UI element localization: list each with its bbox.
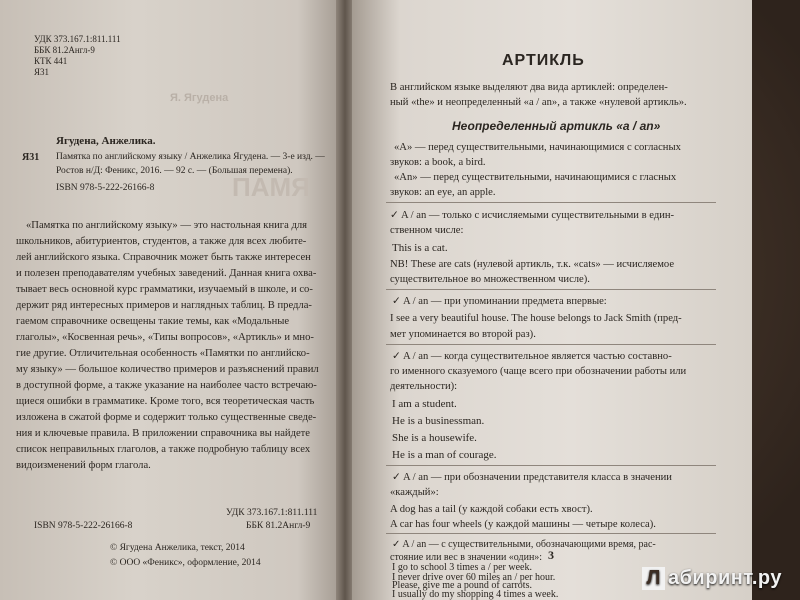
section-divider [386,289,716,290]
section-heading: АРТИКЛЬ [502,52,585,69]
rule-1-line: ✓ A / an — только с исчисляемыми существительными в един- [390,210,675,221]
rule-4-example: A dog has a tail (у каждой собаки есть хвост). [390,504,593,515]
subheading: Неопределенный артикль «a / an» [452,119,661,133]
rule-1-example: NB! These are cats (нулевой артикль, т.к. «cats» — исчисляемое [390,259,675,270]
author: Ягудена, Анжелика. [56,135,156,147]
rule-5-example: I never drive over 60 miles an / per hour. [392,572,556,583]
annotation-line: гаемом справочнике освещены такие темы, как «Модальные [16,316,290,327]
logo-letter-box: Л [642,567,665,590]
rule-1-example: This is a cat. [392,242,448,254]
rule-3-line: ✓ A / an — когда существительное является частью составно- [392,351,672,362]
section-divider [386,202,716,203]
a-rule-line: «A» — перед существительными, начинающимися с согласных [394,142,681,153]
rule-5-example: Please, give me a pound of carrots. [392,580,532,591]
udk-line: УДК 373.167.1:811.111 [34,34,121,44]
rule-1-line: ственном числе: [390,225,464,236]
rule-2-example: мет упоминается во второй раз). [390,329,536,340]
bbk-bottom: ББК 81.2Англ-9 [246,521,311,531]
annotation-line: тывает весь основной курс грамматики, изучаемый в школе, и со- [16,284,313,295]
copyright-line: © Ягудена Анжелика, текст, 2014 [110,543,245,553]
annotation-line: держит ряд интересных примеров и наглядных таблиц. В предла- [16,300,312,311]
right-page [352,0,752,600]
ghost-title: Я. Ягудена [170,92,229,104]
ghost-big-title: ПАМЯ [232,172,310,202]
rule-3-example: She is a housewife. [392,432,477,444]
annotation-line: изложена в сжатой форме и содержит только существенные сведе- [16,412,317,423]
intro-line: В английском языке выделяют два вида артиклей: определен- [390,82,668,93]
annotation-line: гие другие. Отличительная особенность «Памятки по английско- [16,348,310,359]
isbn-top: ISBN 978-5-222-26166-8 [56,183,155,193]
an-rule-line: звуков: an eye, an apple. [390,187,496,198]
biblio-line-2: Ростов н/Д: Феникс, 2016. — 92 с. — (Большая перемена). [56,166,293,176]
rule-3-example: He is a businessman. [392,415,485,427]
ktk-line: КТК 441 [34,56,68,66]
bbk-line: ББК 81.2Англ-9 [34,45,95,55]
biblio-line-1: Памятка по английскому языку / Анжелика Ягудена. — 3-е изд. — [56,152,325,162]
annotation-line: ния и ключевые правила. В приложении справочника вы найдете [16,428,311,439]
left-page [0,0,338,600]
rule-1-example: существительное во множественном числе). [390,274,590,285]
rule-3-line: го именного сказуемого (чаще всего при обозначении работы или [390,366,687,377]
rule-4-line: «каждый»: [390,487,439,498]
rule-3-line: деятельности): [390,381,458,392]
intro-line: ный «the» и неопределенный «a / an», а также «нулевой артикль». [390,97,687,108]
section-divider [386,344,716,345]
rule-5-example: I go to school 3 times a / per week. [392,562,532,573]
isbn-bottom: ISBN 978-5-222-26166-8 [34,521,133,531]
rule-4-example: A car has four wheels (у каждой машины — четыре колеса). [390,519,656,530]
annotation-line: щиеся ошибки в грамматике. Кроме того, вся теоретическая часть [16,396,315,407]
labirint-watermark-logo [642,567,782,590]
rule-5-line: ✓ A / an — с существительными, обозначающими время, рас- [392,539,656,550]
rule-2-line: ✓ A / an — при упоминании предмета впервые: [392,296,607,307]
annotation-line: му языку» — большое количество примеров и разъяснений правил [16,364,319,375]
an-rule-line: «An» — перед существительными, начинающимися с гласных [394,172,677,183]
rule-2-example: I see a very beautiful house. The house belongs to Jack Smith (пред- [390,313,682,324]
rule-4-line: ✓ A / an — при обозначении представителя класса в значении [392,472,672,483]
logo-text: абиринт.ру [667,567,782,589]
rule-5-example: I usually do my shopping 4 times a week. [392,589,559,600]
rule-3-example: I am a student. [392,398,457,410]
udk-bottom: УДК 373.167.1:811.111 [226,508,318,518]
code-line: Я31 [34,67,50,77]
annotation-line: список неправильных глаголов, а также подробную таблицу всех [16,444,311,455]
rule-5-line: стояние или вес в значении «один»: [390,552,543,563]
annotation-line: школьников, абитуриентов, студентов, а также для всех любите- [16,236,307,247]
page-number: 3 [548,548,554,562]
copyright-line: © ООО «Феникс», оформление, 2014 [110,558,261,568]
rule-3-example: He is a man of courage. [392,449,497,461]
annotation-line: в доступной форме, а также указание на наиболее часто встречаю- [16,380,317,391]
annotation-line: лей английского языка. Справочник может быть также интересен [16,252,311,263]
annotation-line: глаголы», «Косвенная речь», «Типы вопросов», «Артикль» и мно- [16,332,314,343]
code-mark: Я31 [22,152,40,163]
annotation-line: и полезен преподавателям учебных заведений. Данная книга охва- [16,268,317,279]
section-divider [386,465,716,466]
section-divider [386,533,716,534]
a-rule-line: звуков: a book, a bird. [390,157,486,168]
annotation-line: «Памятка по английскому языку» — это настольная книга для [26,220,308,231]
annotation-line: видоизменений форм глагола. [16,460,151,471]
